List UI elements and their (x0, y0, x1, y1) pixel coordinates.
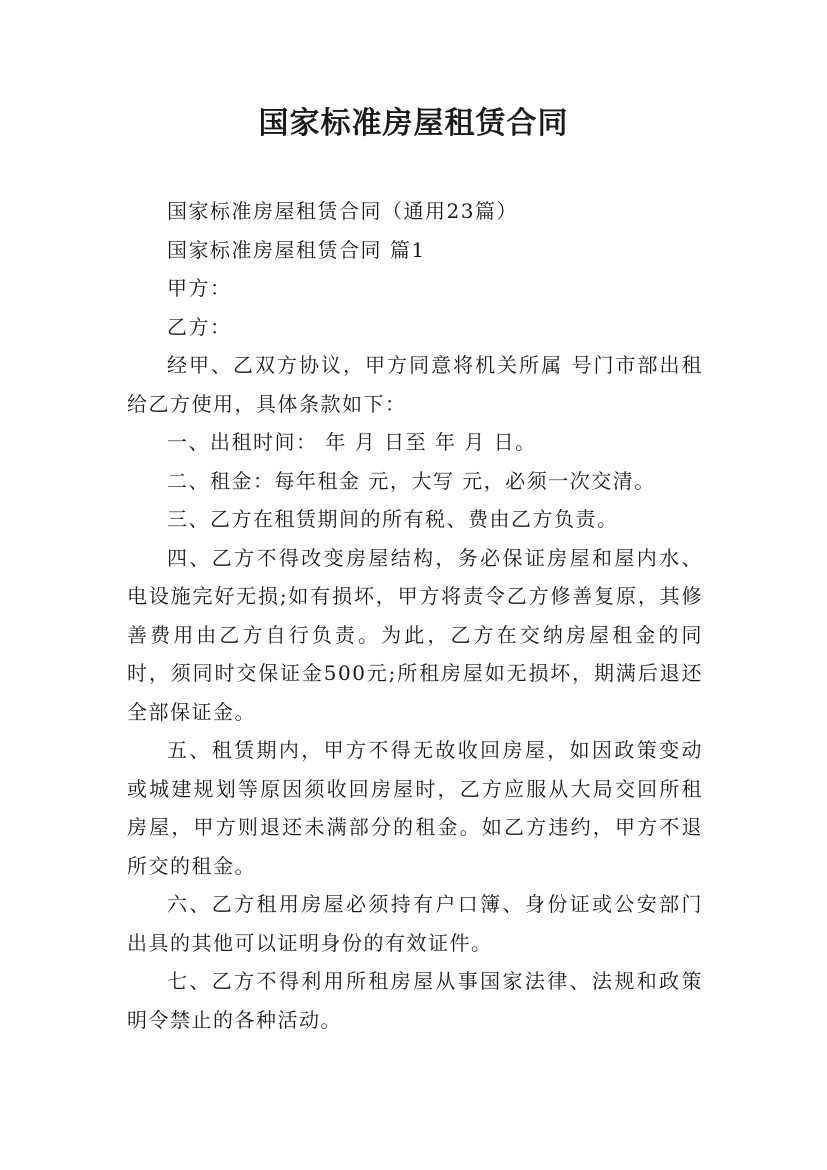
paragraph-clause-4: 四、乙方不得改变房屋结构，务必保证房屋和屋内水、电设施完好无损;如有损坏，甲方将责令乙方修善复原，其修善费用由乙方自行负责。为此，乙方在交纳房屋租金的同时，须同时交保证金500元;所租房屋如无损坏，期满后退还全部保证金。 (127, 545, 703, 724)
paragraph-clause-7: 七、乙方不得利用所租房屋从事国家法律、法规和政策明令禁止的各种活动。 (127, 969, 703, 1032)
paragraph-subtitle: 国家标准房屋租赁合同（通用23篇） (167, 199, 518, 223)
paragraph-clause-5: 五、租赁期内，甲方不得无故收回房屋，如因政策变动或城建规划等原因须收回房屋时，乙方应服从大局交回所租房屋，甲方则退还未满部分的租金。如乙方违约，甲方不退所交的租金。 (127, 738, 703, 878)
paragraph-clause-1: 一、出租时间： 年 月 日至 年 月 日。 (167, 430, 537, 454)
paragraph-clause-2: 二、租金：每年租金 元，大写 元，必须一次交清。 (167, 468, 656, 493)
paragraph-clause-6: 六、乙方租用房屋必须持有户口簿、身份证或公安部门出具的其他可以证明身份的有效证件。 (127, 892, 703, 955)
document-title: 国家标准房屋租赁合同 (258, 106, 569, 141)
paragraph-clause-3: 三、乙方在租赁期间的所有税、费由乙方负责。 (167, 507, 619, 531)
paragraph-agreement-intro: 经甲、乙双方协议，甲方同意将机关所属 号门市部出租给乙方使用，具体条款如下： (127, 353, 703, 416)
paragraph-party-a: 甲方： (167, 276, 232, 300)
paragraph-section-heading: 国家标准房屋租赁合同 篇1 (167, 237, 426, 262)
paragraph-party-b: 乙方： (167, 314, 232, 339)
document-body (127, 192, 703, 1039)
